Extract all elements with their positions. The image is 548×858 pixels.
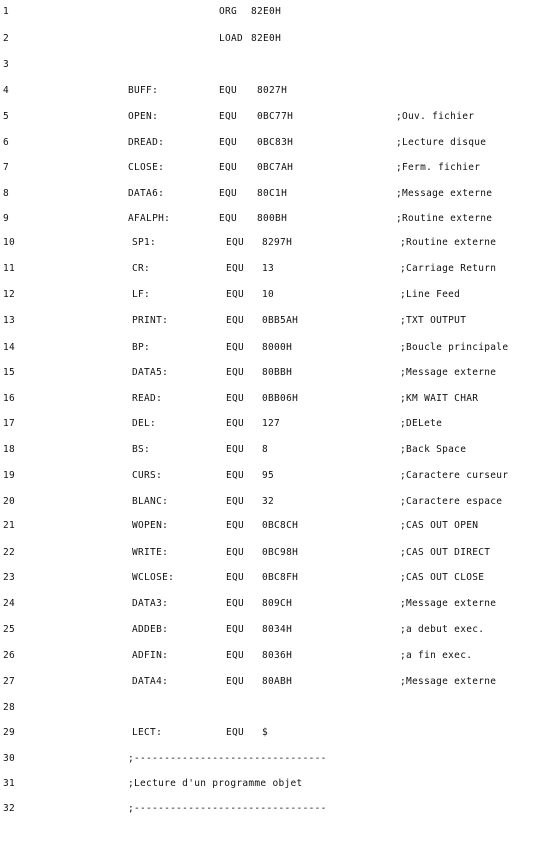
label: ADDEB:	[132, 624, 169, 635]
comment: ;Caractere curseur	[400, 470, 509, 481]
line-number: 6	[3, 137, 10, 148]
listing-line-14	[0, 341, 548, 355]
operand: 82E0H	[251, 6, 282, 17]
listing-line-19	[0, 469, 548, 483]
listing-line-21	[0, 519, 548, 533]
opcode: EQU	[226, 342, 245, 353]
opcode: EQU	[226, 547, 245, 558]
line-number: 11	[3, 263, 16, 274]
operand: 800BH	[257, 213, 288, 224]
operand: $	[262, 727, 269, 738]
comment: ;Routine externe	[400, 237, 497, 248]
operand: 8027H	[257, 85, 288, 96]
line-number: 14	[3, 342, 16, 353]
label: BP:	[132, 342, 151, 353]
line-number: 28	[3, 702, 16, 713]
operand: 8034H	[262, 624, 293, 635]
comment: ;Message externe	[400, 367, 497, 378]
comment: ;CAS OUT OPEN	[400, 520, 479, 531]
listing-line-1	[0, 5, 548, 19]
listing-line-18	[0, 443, 548, 457]
opcode: EQU	[219, 111, 238, 122]
separator-comment: ;--------------------------------	[128, 803, 327, 814]
opcode: EQU	[226, 237, 245, 248]
label: CURS:	[132, 470, 163, 481]
comment: ;TXT OUTPUT	[400, 315, 467, 326]
label: BUFF:	[128, 85, 159, 96]
listing-line-16	[0, 392, 548, 406]
label: WOPEN:	[132, 520, 169, 531]
label: DREAD:	[128, 137, 165, 148]
opcode: EQU	[226, 650, 245, 661]
opcode: EQU	[226, 598, 245, 609]
listing-line-7	[0, 161, 548, 175]
listing-line-5	[0, 110, 548, 124]
line-number: 32	[3, 803, 16, 814]
listing-line-20	[0, 495, 548, 509]
line-number: 4	[3, 85, 10, 96]
listing-line-24	[0, 597, 548, 611]
listing-line-31	[0, 777, 548, 791]
label: CR:	[132, 263, 151, 274]
opcode: EQU	[219, 213, 238, 224]
comment: ;Back Space	[400, 444, 467, 455]
operand: 32	[262, 496, 275, 507]
listing-line-6	[0, 136, 548, 150]
operand: 809CH	[262, 598, 293, 609]
label: OPEN:	[128, 111, 159, 122]
opcode: EQU	[226, 470, 245, 481]
comment: ;CAS OUT DIRECT	[400, 547, 491, 558]
listing-line-27	[0, 675, 548, 689]
line-number: 1	[3, 6, 10, 17]
listing-line-11	[0, 262, 548, 276]
line-number: 9	[3, 213, 10, 224]
comment: ;Routine externe	[396, 213, 493, 224]
comment: ;CAS OUT CLOSE	[400, 572, 485, 583]
line-number: 20	[3, 496, 16, 507]
line-number: 16	[3, 393, 16, 404]
listing-line-30	[0, 752, 548, 766]
listing-line-8	[0, 187, 548, 201]
line-number: 12	[3, 289, 16, 300]
comment: ;Message externe	[400, 598, 497, 609]
line-number: 25	[3, 624, 16, 635]
opcode: EQU	[226, 496, 245, 507]
label: LF:	[132, 289, 151, 300]
listing-line-17	[0, 417, 548, 431]
opcode: EQU	[226, 572, 245, 583]
line-number: 5	[3, 111, 10, 122]
operand: 0BC77H	[257, 111, 294, 122]
operand: 0BB06H	[262, 393, 299, 404]
comment: ;a debut exec.	[400, 624, 485, 635]
line-number: 10	[3, 237, 16, 248]
line-number: 22	[3, 547, 16, 558]
line-number: 2	[3, 33, 10, 44]
line-number: 31	[3, 778, 16, 789]
listing-line-32	[0, 802, 548, 816]
label: AFALPH:	[128, 213, 171, 224]
comment: ;DELete	[400, 418, 443, 429]
label: DEL:	[132, 418, 157, 429]
listing-line-4	[0, 84, 548, 98]
label: ADFIN:	[132, 650, 169, 661]
opcode: EQU	[226, 444, 245, 455]
listing-line-2	[0, 32, 548, 46]
label: WCLOSE:	[132, 572, 175, 583]
opcode: EQU	[226, 263, 245, 274]
line-number: 29	[3, 727, 16, 738]
listing-line-12	[0, 288, 548, 302]
label: LECT:	[132, 727, 163, 738]
operand: 82E0H	[251, 33, 282, 44]
listing-line-3	[0, 58, 548, 72]
comment: ;Carriage Return	[400, 263, 497, 274]
operand: 0BC8FH	[262, 572, 299, 583]
label: DATA5:	[132, 367, 169, 378]
operand: 8036H	[262, 650, 293, 661]
opcode: LOAD	[219, 33, 244, 44]
opcode: EQU	[226, 367, 245, 378]
label: DATA4:	[132, 676, 169, 687]
opcode: EQU	[226, 727, 245, 738]
line-number: 26	[3, 650, 16, 661]
opcode: EQU	[226, 676, 245, 687]
opcode: EQU	[219, 85, 238, 96]
line-number: 24	[3, 598, 16, 609]
operand: 95	[262, 470, 275, 481]
opcode: EQU	[226, 418, 245, 429]
line-number: 18	[3, 444, 16, 455]
comment: ;Caractere espace	[400, 496, 503, 507]
operand: 0BC83H	[257, 137, 294, 148]
listing-line-25	[0, 623, 548, 637]
label: SP1:	[132, 237, 157, 248]
opcode: EQU	[219, 188, 238, 199]
line-number: 21	[3, 520, 16, 531]
operand: 0BC8CH	[262, 520, 299, 531]
label: WRITE:	[132, 547, 169, 558]
comment: ;Ferm. fichier	[396, 162, 481, 173]
comment: ;a fin exec.	[400, 650, 473, 661]
opcode: EQU	[226, 393, 245, 404]
line-number: 13	[3, 315, 16, 326]
opcode: EQU	[219, 137, 238, 148]
label: DATA3:	[132, 598, 169, 609]
opcode: ORG	[219, 6, 238, 17]
comment: ;Message externe	[400, 676, 497, 687]
operand: 127	[262, 418, 281, 429]
comment: ;Boucle principale	[400, 342, 509, 353]
line-number: 8	[3, 188, 10, 199]
listing-line-26	[0, 649, 548, 663]
operand: 13	[262, 263, 275, 274]
operand: 8297H	[262, 237, 293, 248]
listing-line-13	[0, 314, 548, 328]
line-number: 3	[3, 59, 10, 70]
comment: ;Lecture disque	[396, 137, 487, 148]
operand: 8000H	[262, 342, 293, 353]
operand: 0BB5AH	[262, 315, 299, 326]
label: DATA6:	[128, 188, 165, 199]
listing-line-9	[0, 212, 548, 226]
listing-line-23	[0, 571, 548, 585]
label: CLOSE:	[128, 162, 165, 173]
operand: 80ABH	[262, 676, 293, 687]
operand: 0BC7AH	[257, 162, 294, 173]
listing-line-28	[0, 701, 548, 715]
line-number: 19	[3, 470, 16, 481]
opcode: EQU	[226, 520, 245, 531]
label: BS:	[132, 444, 151, 455]
operand: 8	[262, 444, 269, 455]
line-number: 23	[3, 572, 16, 583]
opcode: EQU	[226, 624, 245, 635]
separator-comment: ;--------------------------------	[128, 753, 327, 764]
line-number: 30	[3, 753, 16, 764]
operand: 80BBH	[262, 367, 293, 378]
operand: 10	[262, 289, 275, 300]
listing-line-29	[0, 726, 548, 740]
section-comment: ;Lecture d'un programme objet	[128, 778, 303, 789]
label: READ:	[132, 393, 163, 404]
listing-line-10	[0, 236, 548, 250]
listing-line-15	[0, 366, 548, 380]
comment: ;KM WAIT CHAR	[400, 393, 479, 404]
label: BLANC:	[132, 496, 169, 507]
comment: ;Message externe	[396, 188, 493, 199]
label: PRINT:	[132, 315, 169, 326]
line-number: 15	[3, 367, 16, 378]
line-number: 27	[3, 676, 16, 687]
operand: 80C1H	[257, 188, 288, 199]
line-number: 7	[3, 162, 10, 173]
listing-line-22	[0, 546, 548, 560]
comment: ;Ouv. fichier	[396, 111, 475, 122]
opcode: EQU	[219, 162, 238, 173]
opcode: EQU	[226, 289, 245, 300]
opcode: EQU	[226, 315, 245, 326]
line-number: 17	[3, 418, 16, 429]
comment: ;Line Feed	[400, 289, 461, 300]
operand: 0BC98H	[262, 547, 299, 558]
